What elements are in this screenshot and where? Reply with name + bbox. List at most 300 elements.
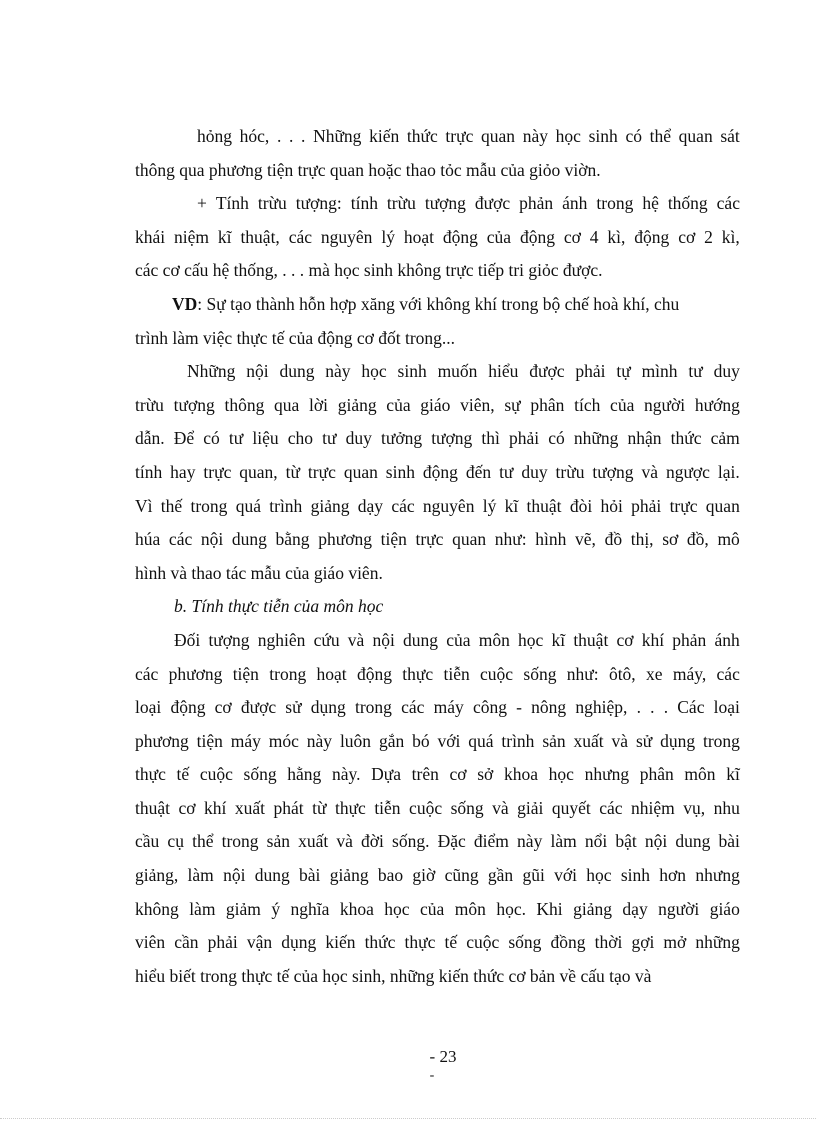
- word: .: [636, 697, 641, 718]
- word: quan: [343, 461, 378, 482]
- paragraph-line: [135, 691, 740, 725]
- word: học.: [496, 898, 526, 919]
- word: Những: [313, 126, 362, 146]
- word: động: [519, 226, 555, 247]
- word: cảm: [710, 428, 740, 449]
- word: tượng:: [295, 193, 342, 214]
- word: tượng: [592, 461, 634, 482]
- word: tiện: [232, 663, 259, 684]
- word: tư: [688, 361, 703, 382]
- example-label: VD: [172, 293, 198, 314]
- word: trong: [269, 663, 307, 684]
- word: húa: [135, 529, 161, 550]
- word: dụng: [660, 730, 696, 751]
- paragraph-line: trình làm việc thực tế của động cơ đốt trong...: [135, 327, 456, 348]
- word: làm: [189, 898, 216, 919]
- word: thời: [594, 932, 623, 953]
- word: Đối: [174, 629, 201, 650]
- word: thực: [402, 663, 434, 684]
- word: tưởng: [380, 428, 423, 449]
- word: tiện: [380, 529, 407, 550]
- word: phải: [575, 361, 606, 382]
- word: khoa: [339, 898, 374, 919]
- word: trong: [354, 697, 392, 718]
- word: có: [548, 428, 565, 449]
- word: tư: [499, 461, 514, 482]
- word: cơ: [678, 226, 696, 247]
- word: Các: [677, 697, 705, 718]
- word: thực: [404, 932, 436, 953]
- word: giảng,: [135, 865, 179, 886]
- paragraph-line: [135, 490, 740, 524]
- paragraph-line: [135, 389, 740, 423]
- word: sống.: [392, 831, 430, 852]
- word: vụ,: [683, 797, 706, 818]
- word: cơ: [178, 797, 196, 818]
- word: cơ: [449, 764, 467, 785]
- word: lời: [309, 394, 328, 415]
- word: tư: [322, 428, 337, 449]
- word: trong: [190, 495, 228, 516]
- word: giảng: [573, 898, 612, 919]
- word: máy: [230, 730, 261, 751]
- word: khoa: [503, 764, 538, 785]
- word: thuật: [573, 629, 609, 650]
- paragraph-line: [135, 893, 740, 927]
- word: thực: [334, 797, 366, 818]
- word: bài: [718, 831, 740, 852]
- word: thị,: [630, 529, 654, 550]
- example-line: [135, 288, 740, 322]
- word: động: [170, 697, 206, 718]
- word: quan,: [239, 461, 278, 482]
- word: thuật: [526, 495, 562, 516]
- word: 2: [704, 226, 713, 247]
- word: trừu: [135, 394, 164, 415]
- word: học: [555, 126, 581, 146]
- word: và: [641, 461, 658, 482]
- word: xuất: [573, 730, 604, 751]
- word: có: [203, 428, 220, 449]
- word: những: [695, 932, 740, 953]
- word: động: [356, 663, 392, 684]
- word: giảng: [310, 495, 350, 516]
- word: gũi: [522, 865, 545, 886]
- word: gần: [487, 865, 514, 886]
- word: người: [644, 394, 686, 415]
- word: vẽ,: [575, 529, 596, 550]
- word: động: [442, 226, 478, 247]
- word: phải: [631, 495, 662, 516]
- word: cũng: [444, 865, 479, 886]
- word: môn: [478, 629, 510, 650]
- word: đòi: [569, 495, 593, 516]
- word: nghiên: [257, 629, 306, 650]
- word: các: [716, 193, 740, 214]
- word: phân: [530, 394, 565, 415]
- word: và: [347, 629, 365, 650]
- word: sản: [542, 730, 566, 751]
- word: nông: [531, 697, 567, 718]
- word: máy: [433, 697, 464, 718]
- word: .: [301, 126, 306, 146]
- paragraph-line: hiểu biết trong thực tế của học sinh, những kiến thức cơ bản về cấu tạo và: [135, 965, 652, 986]
- word: học: [586, 865, 612, 886]
- word: sử: [285, 697, 302, 718]
- word: .: [276, 126, 282, 146]
- word: công: [472, 697, 507, 718]
- word: thuật: [135, 797, 170, 818]
- example-text: Sự tạo thành hỗn hợp xăng với không khí trong bộ chế hoà khí, chu: [206, 293, 680, 314]
- word: tượng: [431, 428, 473, 449]
- word: giảng: [329, 865, 369, 886]
- word: dạy: [622, 898, 648, 919]
- word: cầu: [135, 831, 160, 852]
- word: bao: [377, 865, 404, 886]
- word: sinh: [397, 361, 427, 382]
- word: trừu: [386, 193, 416, 214]
- word: tiện: [196, 730, 223, 751]
- word: Vì: [135, 495, 153, 516]
- word: các: [288, 226, 313, 247]
- word: thức: [406, 126, 438, 146]
- paragraph-line: [135, 120, 740, 154]
- word: cơ: [563, 226, 581, 247]
- word: trên: [411, 764, 439, 785]
- word: mô: [717, 529, 740, 550]
- word: thông: [224, 394, 265, 415]
- word: trực: [307, 461, 336, 482]
- word: hóc,: [239, 126, 270, 146]
- word: ý: [271, 898, 281, 919]
- word: hơn: [659, 865, 687, 886]
- word: phương: [168, 663, 223, 684]
- paragraph-line: [135, 523, 740, 557]
- word: +: [197, 193, 207, 214]
- word: này: [522, 126, 548, 146]
- word: làm: [550, 831, 577, 852]
- word: của: [446, 629, 471, 650]
- word: động: [634, 226, 670, 247]
- word: tư: [228, 428, 244, 449]
- word: trực: [445, 126, 474, 146]
- page-bottom-rule: [0, 1118, 816, 1119]
- word: nghiệp,: [575, 697, 628, 718]
- word: Dựa: [371, 764, 401, 785]
- word: nội: [200, 529, 224, 550]
- word: hệ: [642, 193, 659, 214]
- word: kĩ: [504, 495, 519, 516]
- word: nội: [246, 361, 269, 382]
- paragraph-line: [135, 725, 740, 759]
- word: hoạt: [316, 663, 347, 684]
- word: khái: [135, 226, 166, 247]
- word: gợi: [631, 932, 655, 953]
- word: dẫn.: [135, 428, 165, 449]
- word: từ: [285, 461, 300, 482]
- word: tế: [176, 764, 190, 785]
- word: thức: [364, 932, 396, 953]
- word: nguyên: [320, 226, 373, 247]
- word: quá: [235, 495, 261, 516]
- word: viên,: [460, 394, 495, 415]
- word: thể: [649, 126, 672, 146]
- word: kĩ: [726, 764, 740, 785]
- word: trừu: [555, 461, 585, 482]
- word: cơ: [214, 697, 232, 718]
- word: giảng: [337, 394, 377, 415]
- word: phát: [273, 797, 304, 818]
- word: dung: [254, 865, 290, 886]
- word: .: [289, 126, 294, 146]
- word: người: [658, 898, 700, 919]
- word: dung: [403, 629, 439, 650]
- word: cứu: [313, 629, 340, 650]
- word: lý: [482, 495, 497, 516]
- word: của: [386, 394, 411, 415]
- paragraph-line: [135, 859, 740, 893]
- word: mở: [663, 932, 687, 953]
- word: học: [361, 361, 387, 382]
- word: hằng: [287, 764, 322, 785]
- word: trình: [269, 495, 303, 516]
- word: loại: [135, 697, 162, 718]
- word: kì,: [607, 226, 626, 247]
- word: không: [135, 898, 179, 919]
- word: kì,: [721, 226, 740, 247]
- word: tượng: [424, 193, 466, 214]
- word: quyết: [551, 797, 591, 818]
- word: nội: [372, 629, 395, 650]
- word: đồ,: [686, 529, 709, 550]
- word: dung: [231, 529, 267, 550]
- word: trong: [702, 730, 740, 751]
- word: nội: [223, 865, 246, 886]
- paragraph-line: [135, 825, 740, 859]
- word: học: [384, 898, 410, 919]
- word: tích: [574, 394, 601, 415]
- word: được: [474, 193, 511, 214]
- word: phản: [519, 193, 554, 214]
- word: nhưng: [695, 865, 740, 886]
- word: lại.: [717, 461, 740, 482]
- word: thể: [192, 831, 214, 852]
- word: của: [486, 226, 512, 247]
- word: khí: [204, 797, 227, 818]
- word: sinh: [385, 461, 415, 482]
- word: được: [529, 361, 565, 382]
- word: hướng: [694, 394, 740, 415]
- word: -: [516, 697, 522, 718]
- word: trình: [501, 730, 535, 751]
- word: duy: [521, 461, 548, 482]
- word: này: [306, 730, 333, 751]
- word: trực: [203, 461, 232, 482]
- word: giảm: [225, 898, 261, 919]
- word: làm: [187, 865, 214, 886]
- word: cần: [174, 932, 199, 953]
- word: dụng: [281, 932, 317, 953]
- word: sơ: [662, 529, 679, 550]
- word: thì: [481, 428, 500, 449]
- word: khí: [641, 629, 665, 650]
- word: hình: [535, 529, 567, 550]
- word: kiến: [369, 126, 400, 146]
- word: .: [663, 697, 669, 718]
- word: này: [517, 831, 543, 852]
- word: nhu: [713, 797, 740, 818]
- word: giờ: [412, 865, 436, 886]
- word: dung: [279, 361, 315, 382]
- word: các: [716, 663, 740, 684]
- word: hỏng: [197, 126, 232, 146]
- paragraph-line: [135, 187, 740, 221]
- word: lý: [381, 226, 395, 247]
- word: như:: [566, 663, 599, 684]
- word: học: [518, 629, 544, 650]
- word: của: [420, 898, 445, 919]
- word: Những: [187, 361, 236, 382]
- word: tượng: [208, 629, 250, 650]
- word: viên: [135, 932, 166, 953]
- word: có: [625, 126, 642, 146]
- word: tế: [444, 932, 458, 953]
- word: muốn: [437, 361, 478, 382]
- example-colon: :: [197, 293, 203, 314]
- paragraph-line: [135, 422, 740, 456]
- word: tiễn: [374, 797, 401, 818]
- paragraph-line: [135, 456, 740, 490]
- word: duy: [345, 428, 372, 449]
- word: sống: [450, 797, 484, 818]
- word: sát: [720, 126, 740, 146]
- word: Tính: [215, 193, 249, 214]
- word: thuật,: [240, 226, 280, 247]
- word: .: [650, 697, 655, 718]
- word: bằng: [275, 529, 310, 550]
- word: luôn: [339, 730, 372, 751]
- word: gắn: [378, 730, 405, 751]
- word: phương: [135, 730, 189, 751]
- paragraph-line: các cơ cấu hệ thống, . . . mà học sinh không trực tiếp tri giỏc được.: [135, 260, 603, 281]
- word: ánh: [562, 193, 588, 214]
- word: quan: [705, 495, 740, 516]
- word: của: [610, 394, 635, 415]
- word: những: [573, 428, 619, 449]
- word: quá: [468, 730, 494, 751]
- word: giải: [517, 797, 544, 818]
- word: sự: [504, 394, 521, 415]
- word: như:: [494, 529, 527, 550]
- word: qua: [274, 394, 300, 415]
- word: niệm: [174, 226, 210, 247]
- word: sống: [508, 932, 542, 953]
- paragraph-line: thông qua phương tiện trực quan hoặc thao tỏc mẫu của giỏo viờn.: [135, 159, 601, 180]
- word: điểm: [473, 831, 509, 852]
- word: động: [422, 461, 458, 482]
- word: kiến: [325, 932, 356, 953]
- word: Khi: [536, 898, 563, 919]
- word: phải: [509, 428, 540, 449]
- word: ngược: [665, 461, 710, 482]
- paragraph-line: [135, 926, 740, 960]
- word: loại: [713, 697, 740, 718]
- word: các: [401, 697, 425, 718]
- word: dụng: [310, 697, 346, 718]
- word: cuộc: [199, 764, 233, 785]
- word: quan: [678, 126, 713, 146]
- word: thức: [670, 428, 702, 449]
- word: nguyên: [422, 495, 475, 516]
- word: nghĩa: [290, 898, 330, 919]
- word: sở: [477, 764, 494, 785]
- word: tính: [135, 461, 163, 482]
- word: trực: [415, 529, 444, 550]
- word: dung: [675, 831, 711, 852]
- word: 4: [589, 226, 599, 247]
- word: cụ: [167, 831, 184, 852]
- word: sống: [523, 663, 557, 684]
- word: môn: [684, 764, 716, 785]
- word: trong: [596, 193, 634, 214]
- word: thực: [135, 764, 166, 785]
- word: mình: [641, 361, 678, 382]
- word: móc: [268, 730, 299, 751]
- word: sản: [266, 831, 290, 852]
- word: nổi: [584, 831, 608, 852]
- word: các: [599, 797, 623, 818]
- word: trừu: [257, 193, 287, 214]
- word: hiểu: [488, 361, 519, 382]
- word: cho: [287, 428, 314, 449]
- word: cơ: [616, 629, 634, 650]
- section-heading: b. Tính thực tiễn của môn học: [174, 596, 384, 617]
- word: học: [548, 764, 574, 785]
- word: này: [325, 361, 351, 382]
- word: với: [554, 865, 577, 886]
- paragraph-line: [135, 355, 740, 389]
- word: thế: [160, 495, 183, 516]
- word: xuất: [298, 831, 329, 852]
- word: sống: [243, 764, 277, 785]
- document-body: [135, 120, 740, 993]
- word: dạy: [357, 495, 384, 516]
- word: nội: [644, 831, 668, 852]
- word: tính: [350, 193, 378, 214]
- paragraph-line: [135, 658, 740, 692]
- word: phân: [639, 764, 674, 785]
- word: các: [168, 529, 193, 550]
- word: sử: [635, 730, 653, 751]
- word: phương: [318, 529, 372, 550]
- word: quan: [452, 529, 487, 550]
- word: được: [240, 697, 277, 718]
- word: môn: [454, 898, 486, 919]
- page-number: - 23: [429, 1047, 457, 1066]
- word: đồng: [550, 932, 586, 953]
- word: phản: [672, 629, 707, 650]
- word: tiễn: [443, 663, 470, 684]
- word: tự: [616, 361, 631, 382]
- word: giáo: [709, 898, 740, 919]
- word: nhận: [627, 428, 662, 449]
- word: đồ: [604, 529, 623, 550]
- word: nhưng: [584, 764, 630, 785]
- word: thống: [667, 193, 708, 214]
- word: đến: [465, 461, 492, 482]
- word: xuất: [234, 797, 265, 818]
- paragraph-line: [135, 221, 740, 255]
